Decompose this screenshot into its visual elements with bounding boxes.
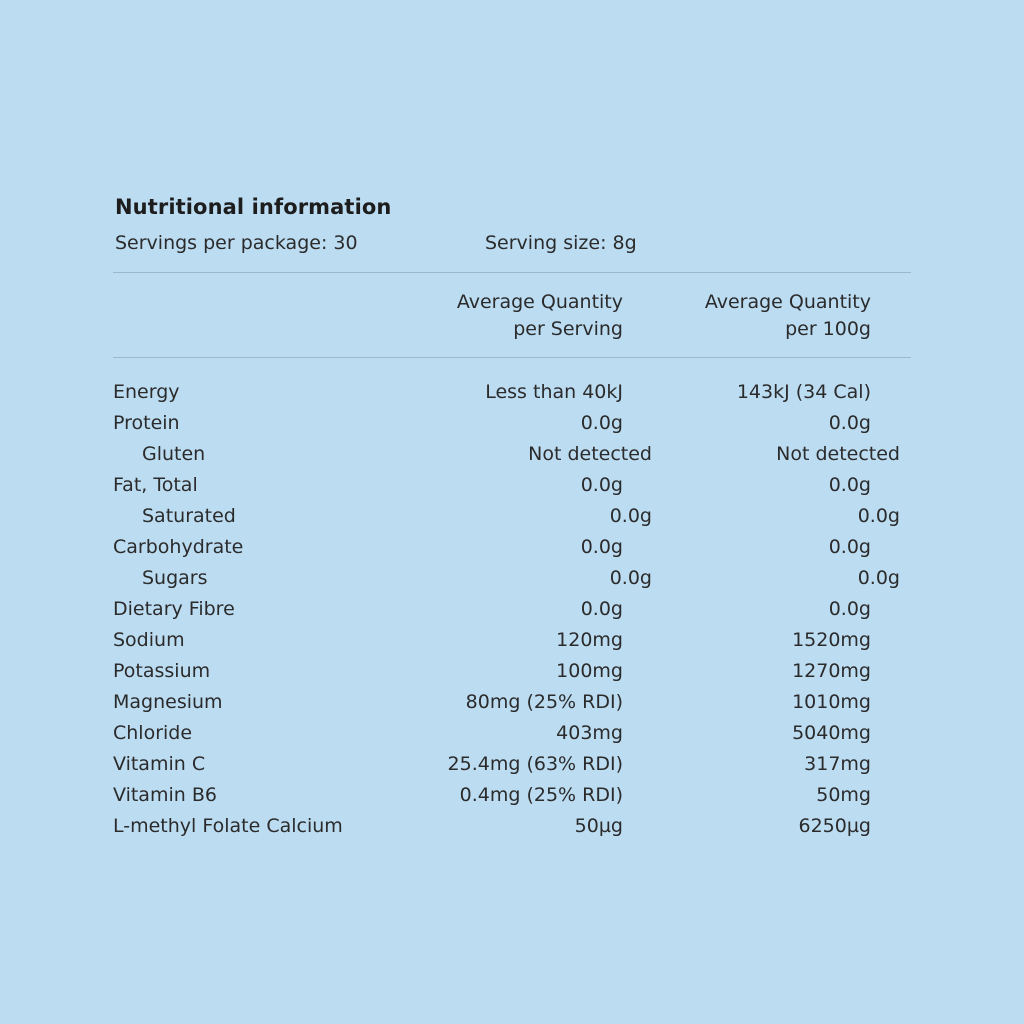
row-label: Fat, Total [113, 473, 198, 496]
nutrition-rows [113, 358, 911, 842]
table-row [113, 656, 911, 687]
row-value-per-serving: 0.0g [580, 473, 623, 496]
row-value-per-100g: 317mg [804, 752, 871, 775]
row-label: Energy [113, 380, 180, 403]
table-row [113, 718, 911, 749]
column-header-per-100g [623, 289, 871, 343]
row-value-per-100g: 1270mg [792, 659, 871, 682]
table-row [113, 625, 911, 656]
row-label: Sugars [142, 566, 208, 589]
column-header-per-serving-line2: per Serving [513, 317, 623, 340]
row-value-per-serving: 100mg [556, 659, 623, 682]
row-value-per-serving: 0.0g [609, 566, 652, 589]
row-value-per-serving: 120mg [556, 628, 623, 651]
row-label: Magnesium [113, 690, 223, 713]
servings-per-package: Servings per package: 30 [115, 232, 358, 254]
row-value-per-100g: 0.0g [828, 597, 871, 620]
row-label: Protein [113, 411, 180, 434]
table-row [113, 811, 911, 842]
row-value-per-100g: 0.0g [828, 473, 871, 496]
table-row [113, 377, 911, 408]
row-value-per-100g: 1520mg [792, 628, 871, 651]
row-value-per-100g: 143kJ (34 Cal) [736, 380, 871, 403]
table-row [113, 780, 911, 811]
table-row [113, 439, 911, 470]
row-value-per-serving: 0.0g [580, 411, 623, 434]
serving-size: Serving size: 8g [485, 232, 637, 254]
row-value-per-serving: Not detected [528, 442, 652, 465]
row-value-per-100g: 0.0g [828, 535, 871, 558]
row-value-per-serving: 0.0g [580, 535, 623, 558]
row-label: Dietary Fibre [113, 597, 235, 620]
row-value-per-serving: 0.0g [580, 597, 623, 620]
table-header-row [113, 273, 911, 357]
row-value-per-100g: 0.0g [857, 566, 900, 589]
row-value-per-100g: Not detected [776, 442, 900, 465]
table-row [113, 501, 911, 532]
row-label: Saturated [142, 504, 236, 527]
column-header-per-serving-line1: Average Quantity [456, 291, 623, 313]
row-value-per-serving: Less than 40kJ [485, 380, 623, 403]
row-value-per-serving: 0.0g [609, 504, 652, 527]
row-value-per-100g: 0.0g [828, 411, 871, 434]
column-header-per-100g-line2: per 100g [785, 317, 871, 340]
row-label: Potassium [113, 659, 211, 682]
page-title: Nutritional information [115, 195, 392, 219]
row-label: Carbohydrate [113, 535, 244, 558]
row-value-per-serving: 25.4mg (63% RDI) [447, 752, 623, 775]
table-row [113, 563, 911, 594]
table-header-label-spacer [113, 289, 403, 343]
column-header-per-serving [403, 289, 623, 343]
row-value-per-100g: 5040mg [792, 721, 871, 744]
table-row [113, 408, 911, 439]
table-row [113, 532, 911, 563]
row-value-per-100g: 50mg [816, 783, 871, 806]
servings-row [115, 232, 911, 254]
row-label: Gluten [142, 442, 206, 465]
row-value-per-100g: 6250µg [798, 814, 871, 837]
row-value-per-100g: 0.0g [857, 504, 900, 527]
row-label: L-methyl Folate Calcium [113, 814, 343, 837]
nutrition-panel [113, 195, 911, 841]
row-label: Sodium [113, 628, 185, 651]
table-row [113, 470, 911, 501]
row-label: Chloride [113, 721, 193, 744]
table-row [113, 594, 911, 625]
row-value-per-serving: 80mg (25% RDI) [465, 690, 623, 713]
row-value-per-serving: 50µg [574, 814, 623, 837]
row-value-per-serving: 0.4mg (25% RDI) [459, 783, 623, 806]
row-label: Vitamin B6 [113, 783, 217, 806]
row-value-per-serving: 403mg [556, 721, 623, 744]
row-label: Vitamin C [113, 752, 206, 775]
column-header-per-100g-line1: Average Quantity [704, 291, 871, 313]
table-row [113, 687, 911, 718]
row-value-per-100g: 1010mg [792, 690, 871, 713]
table-row [113, 749, 911, 780]
